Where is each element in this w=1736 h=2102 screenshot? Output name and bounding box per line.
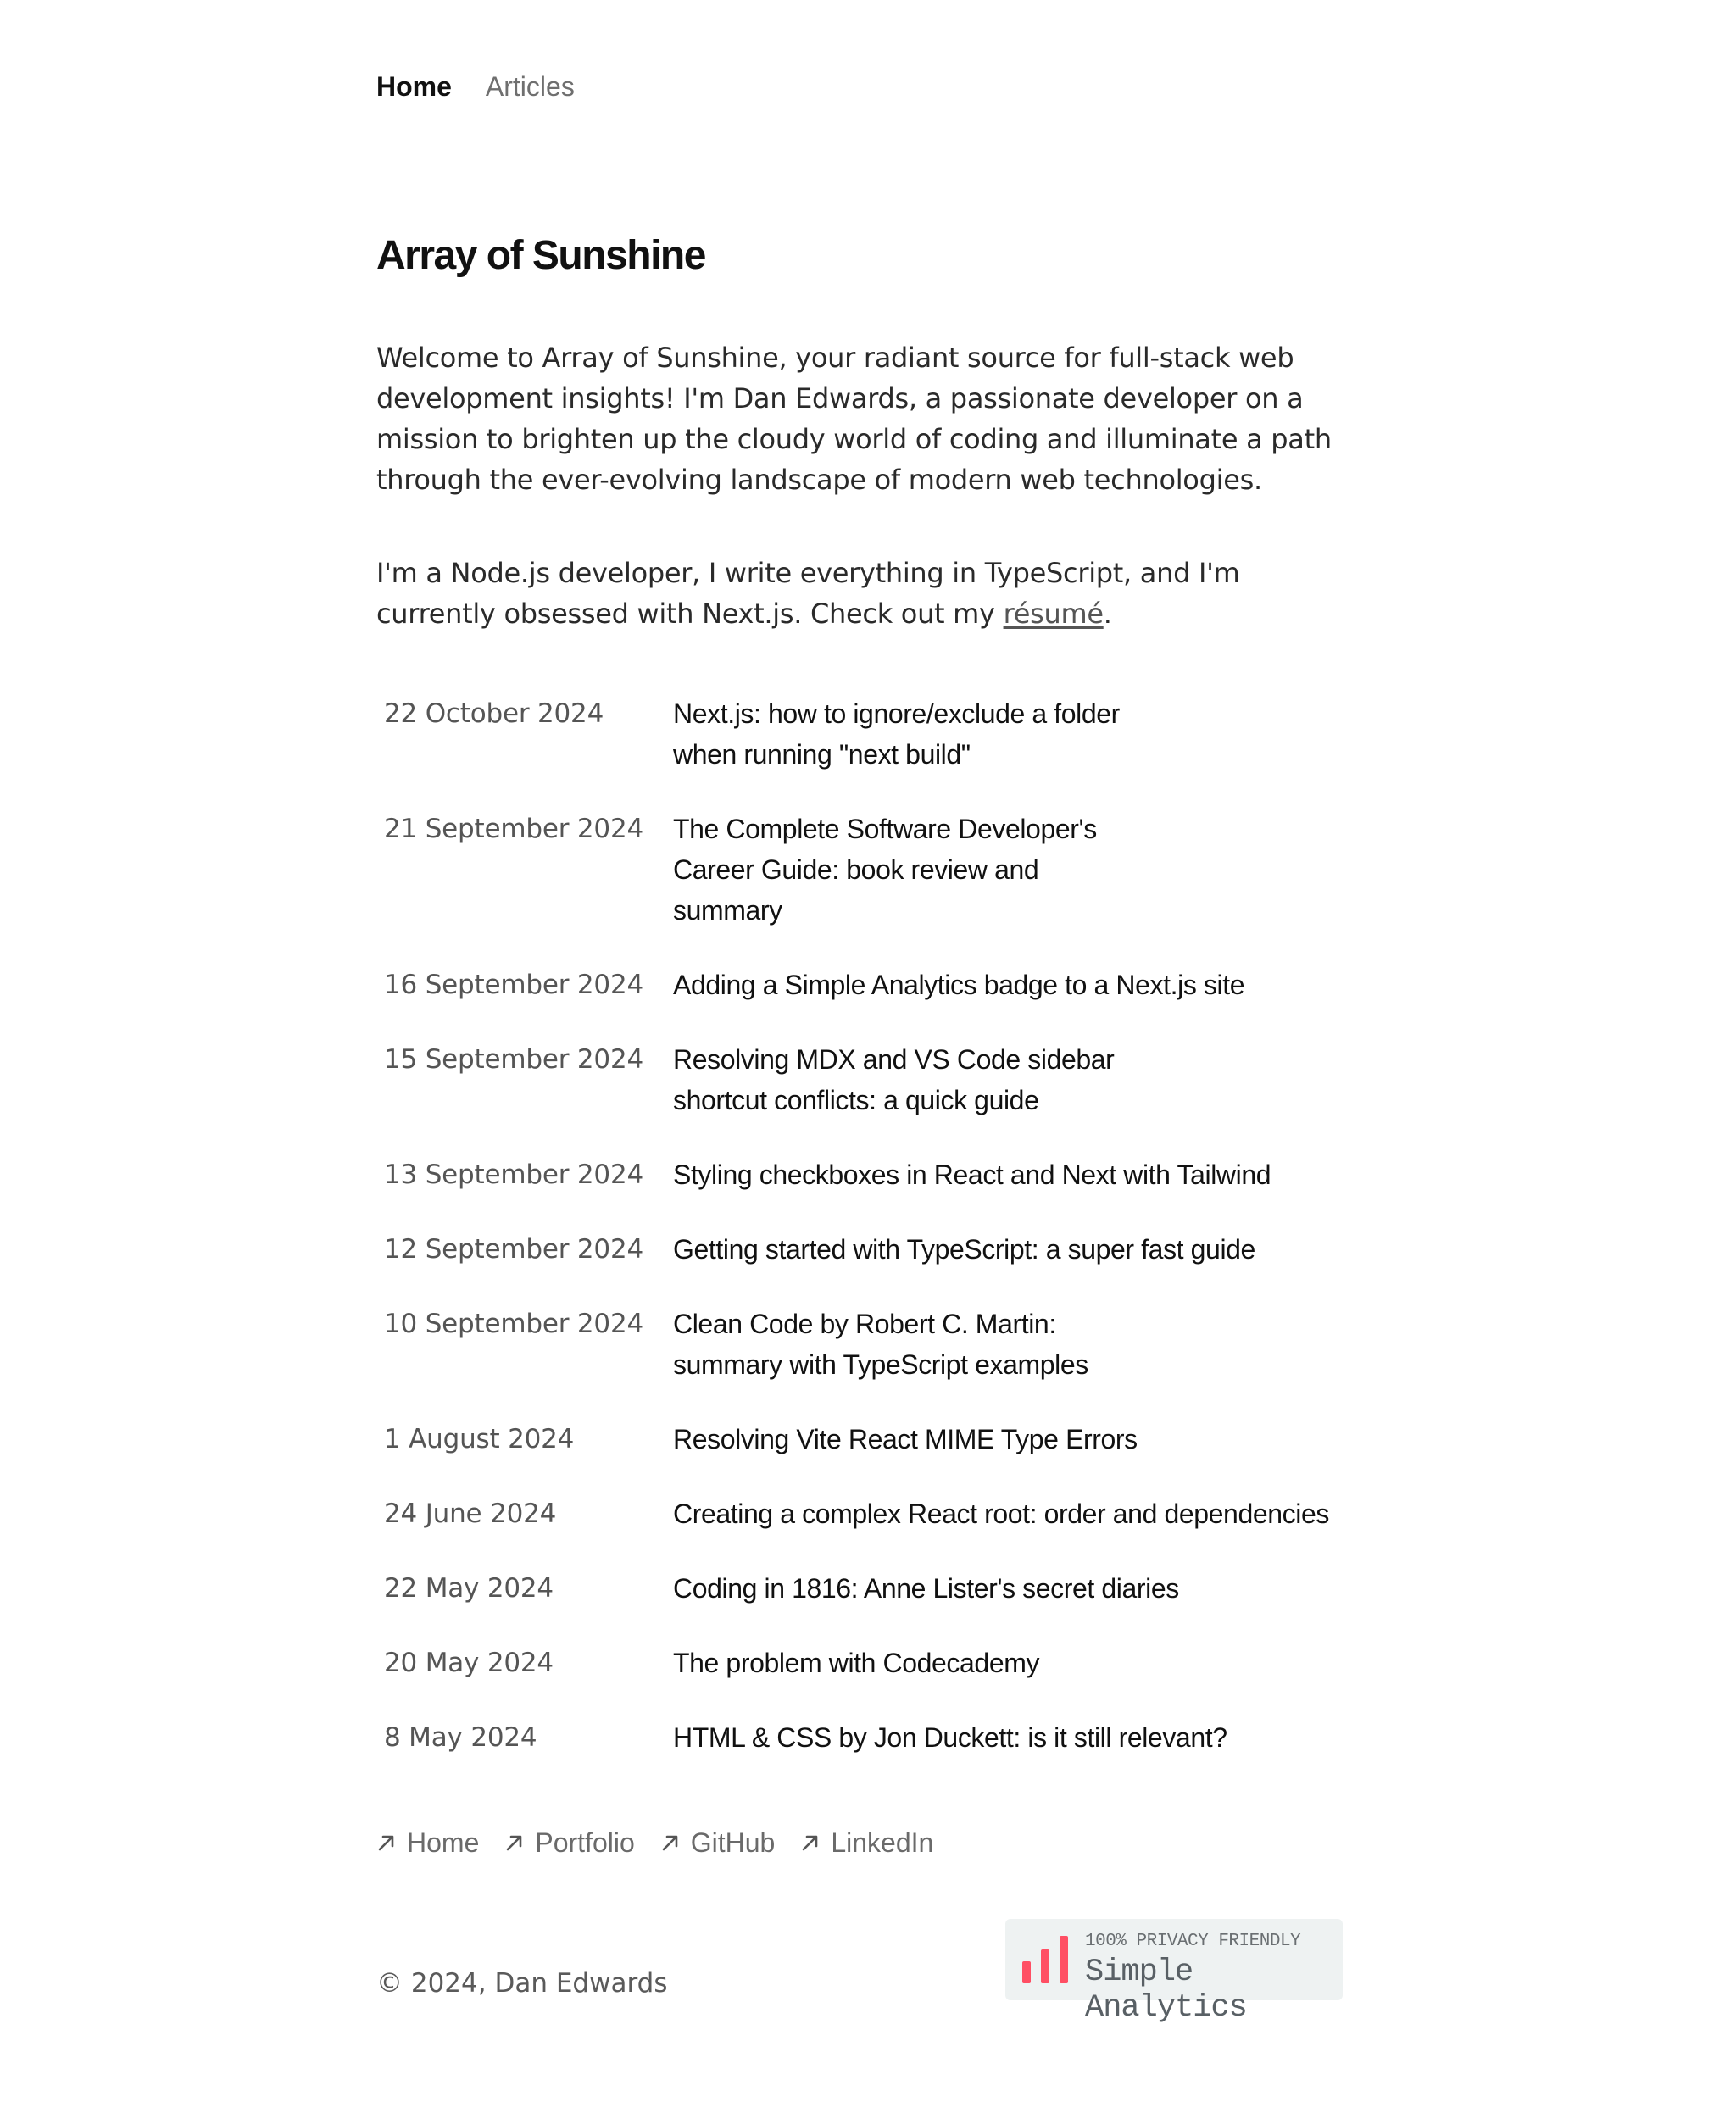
article-link[interactable]: Getting started with TypeScript: a super fast guide [673, 1234, 1255, 1265]
intro-paragraph: Welcome to Array of Sunshine, your radiant source for full-stack web development insights! I'm Dan Edwards, a passionate developer on a mission to brighten up the cloudy world of coding and illuminate a path through the ever-evolving landscape of modern web technologies. [376, 342, 1332, 496]
badge-tagline: 100% PRIVACY FRIENDLY [1085, 1932, 1301, 1951]
article-item [376, 1229, 1360, 1270]
nav-home-link[interactable]: Home [376, 71, 452, 102]
article-item [376, 1717, 1360, 1758]
article-date: 20 May 2024 [384, 1648, 554, 1678]
article-item [376, 1304, 1360, 1385]
article-item [376, 965, 1360, 1005]
footer-link-label: Home [407, 1827, 480, 1858]
article-link[interactable]: Clean Code by Robert C. Martin: summary with TypeScript examples [673, 1309, 1088, 1380]
article-item [376, 1154, 1360, 1195]
page-title: Array of Sunshine [376, 233, 705, 278]
article-item [376, 809, 1360, 931]
article-date: 10 September 2024 [384, 1309, 643, 1339]
intro-text: I'm a Node.js developer, I write everything in TypeScript, and I'm currently obsessed with Next.js. Check out my [376, 557, 1240, 630]
arrow-up-right-icon [660, 1832, 681, 1853]
arrow-up-right-icon [504, 1832, 525, 1853]
article-date: 12 September 2024 [384, 1234, 643, 1265]
footer-link-label: GitHub [690, 1827, 776, 1858]
article-item [376, 1493, 1360, 1534]
arrow-up-right-icon [800, 1832, 821, 1853]
article-date: 24 June 2024 [384, 1499, 557, 1529]
article-date: 16 September 2024 [384, 970, 643, 1000]
footer-home-link[interactable] [376, 1826, 479, 1860]
article-date: 15 September 2024 [384, 1044, 643, 1075]
copyright: © 2024, Dan Edwards [376, 1968, 668, 1999]
article-date: 22 October 2024 [384, 698, 604, 729]
article-item [376, 1643, 1360, 1683]
badge-brand: Simple Analytics [1085, 1955, 1247, 2026]
article-link[interactable]: Next.js: how to ignore/exclude a folder when running "next build" [673, 698, 1120, 770]
nav-articles-link[interactable]: Articles [485, 71, 575, 102]
article-date: 8 May 2024 [384, 1722, 537, 1753]
intro-text-suffix: . [1103, 598, 1112, 630]
article-link[interactable]: Adding a Simple Analytics badge to a Next.js site [673, 970, 1245, 1000]
article-link[interactable]: HTML & CSS by Jon Duckett: is it still relevant? [673, 1722, 1227, 1753]
footer-github-link[interactable] [660, 1826, 776, 1860]
article-item [376, 1419, 1360, 1460]
article-link[interactable]: Styling checkboxes in React and Next with Tailwind [673, 1159, 1271, 1190]
footer-portfolio-link[interactable] [504, 1826, 634, 1860]
article-link[interactable]: Coding in 1816: Anne Lister's secret diaries [673, 1573, 1179, 1604]
article-date: 21 September 2024 [384, 814, 643, 844]
analytics-bars-icon [1022, 1936, 1073, 1983]
footer-link-label: LinkedIn [831, 1827, 934, 1858]
simple-analytics-badge[interactable] [1005, 1919, 1343, 2026]
article-date: 13 September 2024 [384, 1159, 643, 1190]
resume-link[interactable]: résumé [1003, 598, 1104, 630]
article-link[interactable]: Creating a complex React root: order and dependencies [673, 1499, 1329, 1529]
intro-paragraph-2 [376, 553, 1360, 634]
article-item [376, 1039, 1360, 1121]
article-link[interactable]: The Complete Software Developer's Career Guide: book review and summary [673, 814, 1097, 926]
article-item [376, 693, 1360, 775]
arrow-up-right-icon [376, 1832, 397, 1853]
footer-linkedin-link[interactable] [800, 1826, 933, 1860]
article-link[interactable]: Resolving Vite React MIME Type Errors [673, 1424, 1138, 1454]
footer-links [376, 1826, 933, 1860]
article-date: 1 August 2024 [384, 1424, 575, 1454]
article-date: 22 May 2024 [384, 1573, 554, 1604]
article-list [376, 693, 1360, 1792]
article-link[interactable]: The problem with Codecademy [673, 1648, 1040, 1678]
top-nav [376, 71, 575, 103]
footer-link-label: Portfolio [535, 1827, 635, 1858]
article-link[interactable]: Resolving MDX and VS Code sidebar shortcut conflicts: a quick guide [673, 1044, 1115, 1115]
article-item [376, 1568, 1360, 1609]
